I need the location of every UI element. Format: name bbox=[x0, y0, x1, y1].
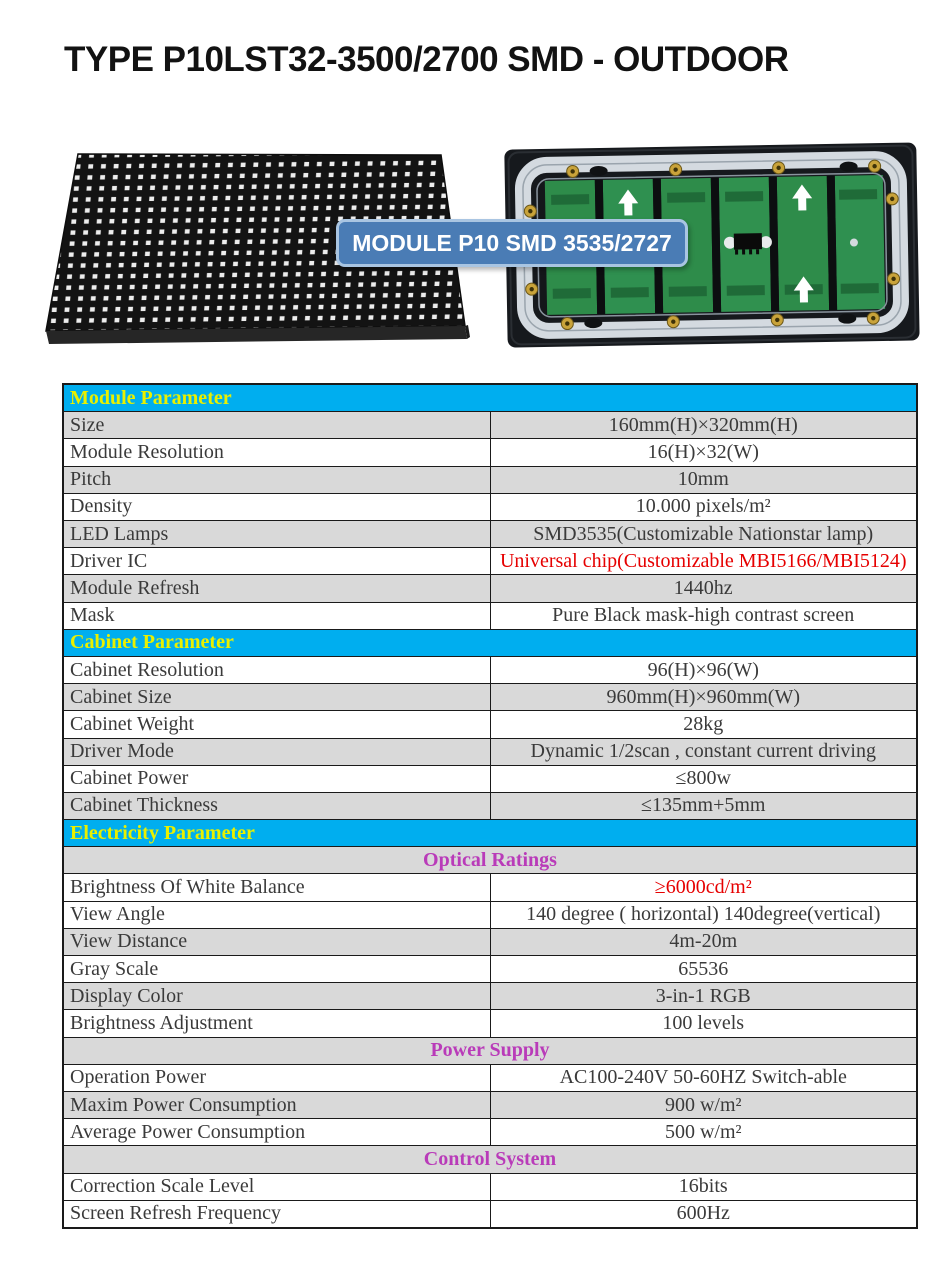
table-row bbox=[63, 493, 917, 520]
table-section-row bbox=[63, 820, 917, 847]
param-value: 16bits bbox=[490, 1173, 917, 1200]
param-label: Module Resolution bbox=[63, 439, 490, 466]
param-label: Mask bbox=[63, 602, 490, 629]
module-banner-label: MODULE P10 SMD 3535/2727 bbox=[352, 229, 672, 256]
module-banner bbox=[336, 219, 688, 267]
param-value: 140 degree ( horizontal) 140degree(vertical) bbox=[490, 901, 917, 928]
param-value: Pure Black mask-high contrast screen bbox=[490, 602, 917, 629]
table-row bbox=[63, 1064, 917, 1091]
table-row bbox=[63, 792, 917, 819]
param-label: Cabinet Power bbox=[63, 765, 490, 792]
param-label: Brightness Adjustment bbox=[63, 1010, 490, 1037]
table-section-row bbox=[63, 629, 917, 656]
param-value: Dynamic 1/2scan , constant current driving bbox=[490, 738, 917, 765]
param-value: 28kg bbox=[490, 711, 917, 738]
table-section-row bbox=[63, 384, 917, 412]
param-value: Universal chip(Customizable MBI5166/MBI5124) bbox=[490, 548, 917, 575]
table-row bbox=[63, 1010, 917, 1037]
section-label: Cabinet Parameter bbox=[63, 629, 917, 656]
spec-table bbox=[62, 383, 918, 1229]
param-value: 960mm(H)×960mm(W) bbox=[490, 684, 917, 711]
param-label: Pitch bbox=[63, 466, 490, 493]
table-row bbox=[63, 548, 917, 575]
subheader-label: Control System bbox=[63, 1146, 917, 1173]
section-label: Electricity Parameter bbox=[63, 820, 917, 847]
table-row bbox=[63, 901, 917, 928]
param-label: Cabinet Weight bbox=[63, 711, 490, 738]
param-label: Correction Scale Level bbox=[63, 1173, 490, 1200]
param-value: 3-in-1 RGB bbox=[490, 983, 917, 1010]
table-subheader-row bbox=[63, 847, 917, 874]
param-label: Cabinet Thickness bbox=[63, 792, 490, 819]
table-row bbox=[63, 1091, 917, 1118]
param-value: 4m-20m bbox=[490, 928, 917, 955]
param-label: Screen Refresh Frequency bbox=[63, 1200, 490, 1228]
param-value: ≤800w bbox=[490, 765, 917, 792]
table-row bbox=[63, 1173, 917, 1200]
param-value: 160mm(H)×320mm(H) bbox=[490, 412, 917, 439]
subheader-label: Power Supply bbox=[63, 1037, 917, 1064]
param-value: ≥6000cd/m² bbox=[490, 874, 917, 901]
table-row bbox=[63, 1200, 917, 1228]
param-label: Module Refresh bbox=[63, 575, 490, 602]
table-row bbox=[63, 1119, 917, 1146]
param-value: 16(H)×32(W) bbox=[490, 439, 917, 466]
table-row bbox=[63, 521, 917, 548]
param-label: Gray Scale bbox=[63, 956, 490, 983]
param-value: 96(H)×96(W) bbox=[490, 656, 917, 683]
param-label: Display Color bbox=[63, 983, 490, 1010]
table-row bbox=[63, 439, 917, 466]
param-value: 65536 bbox=[490, 956, 917, 983]
table-row bbox=[63, 684, 917, 711]
subheader-label: Optical Ratings bbox=[63, 847, 917, 874]
param-label: Density bbox=[63, 493, 490, 520]
table-row bbox=[63, 466, 917, 493]
param-value: AC100-240V 50-60HZ Switch-able bbox=[490, 1064, 917, 1091]
param-label: Cabinet Size bbox=[63, 684, 490, 711]
param-value: SMD3535(Customizable Nationstar lamp) bbox=[490, 521, 917, 548]
param-label: Driver IC bbox=[63, 548, 490, 575]
table-row bbox=[63, 711, 917, 738]
table-subheader-row bbox=[63, 1037, 917, 1064]
param-label: Maxim Power Consumption bbox=[63, 1091, 490, 1118]
param-value: 900 w/m² bbox=[490, 1091, 917, 1118]
param-label: Operation Power bbox=[63, 1064, 490, 1091]
table-row bbox=[63, 656, 917, 683]
table-row bbox=[63, 602, 917, 629]
param-label: Brightness Of White Balance bbox=[63, 874, 490, 901]
param-label: Cabinet Resolution bbox=[63, 656, 490, 683]
table-row bbox=[63, 765, 917, 792]
table-row bbox=[63, 575, 917, 602]
param-value: 1440hz bbox=[490, 575, 917, 602]
param-value: ≤135mm+5mm bbox=[490, 792, 917, 819]
param-value: 500 w/m² bbox=[490, 1119, 917, 1146]
param-label: Driver Mode bbox=[63, 738, 490, 765]
param-label: Size bbox=[63, 412, 490, 439]
param-label: View Angle bbox=[63, 901, 490, 928]
param-label: LED Lamps bbox=[63, 521, 490, 548]
section-label: Module Parameter bbox=[63, 384, 917, 412]
param-value: 600Hz bbox=[490, 1200, 917, 1228]
param-label: Average Power Consumption bbox=[63, 1119, 490, 1146]
table-row bbox=[63, 738, 917, 765]
param-value: 10.000 pixels/m² bbox=[490, 493, 917, 520]
param-label: View Distance bbox=[63, 928, 490, 955]
page-title: TYPE P10LST32-3500/2700 SMD - OUTDOOR bbox=[64, 40, 789, 79]
table-row bbox=[63, 412, 917, 439]
table-row bbox=[63, 956, 917, 983]
param-value: 100 levels bbox=[490, 1010, 917, 1037]
table-row bbox=[63, 928, 917, 955]
table-row bbox=[63, 874, 917, 901]
table-row bbox=[63, 983, 917, 1010]
table-subheader-row bbox=[63, 1146, 917, 1173]
param-value: 10mm bbox=[490, 466, 917, 493]
